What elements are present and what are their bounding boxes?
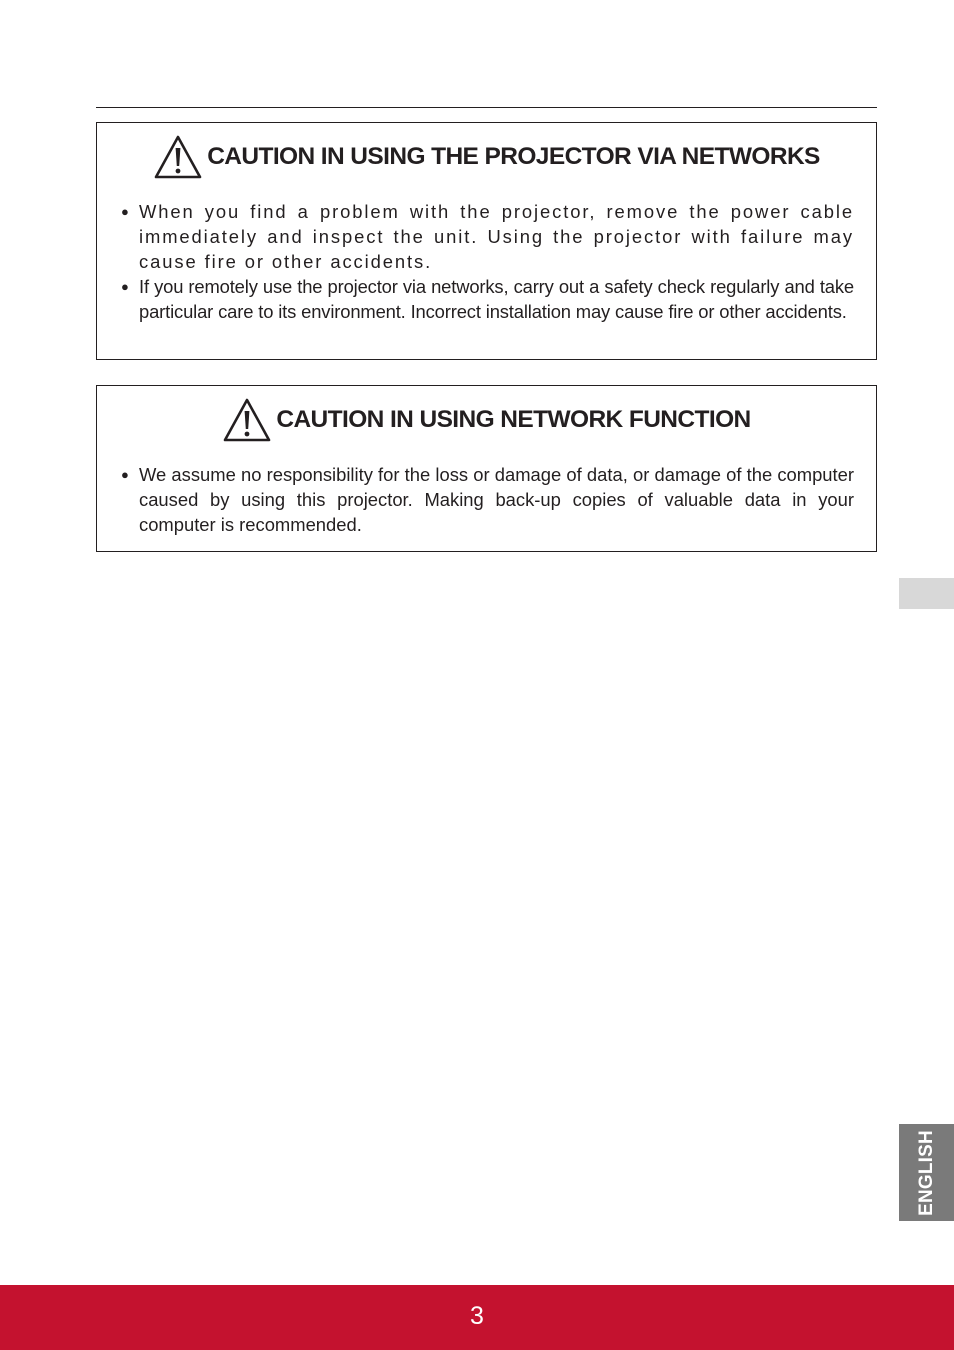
list-item bbox=[119, 199, 854, 274]
caution-title: CAUTION IN USING NETWORK FUNCTION bbox=[276, 406, 751, 433]
caution-box-networks bbox=[96, 122, 877, 360]
caution-heading bbox=[97, 134, 876, 180]
caution-list bbox=[119, 199, 854, 324]
footer-band bbox=[0, 1285, 954, 1350]
top-divider bbox=[96, 107, 877, 108]
caution-title: CAUTION IN USING THE PROJECTOR VIA NETWORKS bbox=[207, 143, 820, 170]
list-item-text: We assume no responsibility for the loss or damage of data, or damage of the computer caused by using this projector. Making back-up copies of valuable data in your computer is recommended. bbox=[139, 464, 854, 535]
caution-list bbox=[119, 462, 854, 537]
language-tab bbox=[899, 1124, 954, 1221]
bullet-icon: ● bbox=[121, 467, 129, 482]
warning-triangle-icon bbox=[222, 397, 272, 443]
caution-box-network-function bbox=[96, 385, 877, 552]
page-number: 3 bbox=[470, 1302, 484, 1330]
caution-heading bbox=[97, 397, 876, 443]
list-item-text: When you find a problem with the projector, remove the power cable immediately and inspect the unit. Using the projector with failure may cause fire or other accidents. bbox=[139, 201, 854, 272]
bullet-icon: ● bbox=[121, 204, 131, 219]
language-label: ENGLISH bbox=[915, 1129, 937, 1216]
list-item bbox=[119, 274, 854, 324]
list-item bbox=[119, 462, 854, 537]
list-item-text: If you remotely use the projector via networks, carry out a safety check regularly and take particular care to its environment. Incorrect installation may cause fire or other accidents. bbox=[139, 276, 854, 322]
section-tab-marker bbox=[899, 578, 954, 609]
warning-triangle-icon bbox=[153, 134, 203, 180]
bullet-icon: ● bbox=[121, 279, 129, 294]
